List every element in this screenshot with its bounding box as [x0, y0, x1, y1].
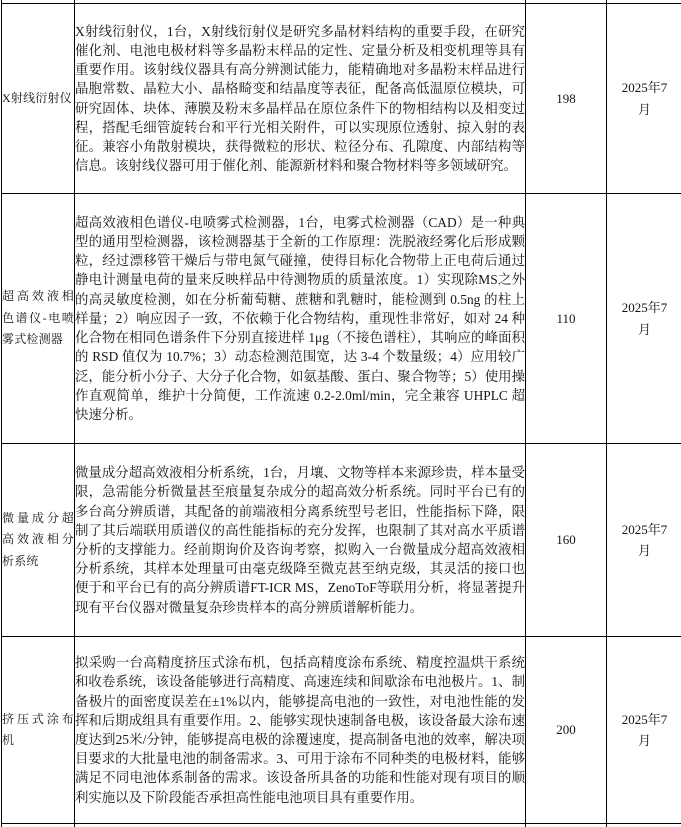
equipment-description-cell: [75, 194, 526, 444]
partial-cell: [526, 824, 607, 827]
partial-cell: [607, 824, 681, 827]
equipment-description-cell: [75, 4, 526, 194]
equipment-procurement-table: [1, 0, 681, 827]
equipment-name-text: 微量成分超高效液相分析系统: [2, 510, 74, 568]
equipment-name-cell: [2, 4, 75, 194]
date-value: 2025年7月: [621, 80, 668, 117]
amount-value: 110: [556, 310, 576, 326]
table-row: [2, 4, 681, 194]
table-row: [2, 637, 681, 824]
equipment-name-text: 超高效液相色谱仪-电喷雾式检测器: [2, 289, 74, 347]
amount-cell: [526, 194, 607, 444]
amount-value: 160: [556, 532, 576, 547]
date-cell: [607, 194, 681, 444]
equipment-name-cell: [2, 194, 75, 444]
amount-cell: [526, 4, 607, 194]
partial-row-bottom: [2, 824, 681, 827]
date-cell: [607, 444, 681, 637]
equipment-name-cell: [2, 637, 75, 824]
date-cell: [607, 4, 681, 194]
table-row: [2, 444, 681, 637]
partial-cell: [2, 824, 75, 827]
amount-cell: [526, 444, 607, 637]
equipment-description-cell: [75, 444, 526, 637]
date-cell: [607, 637, 681, 824]
equipment-name-text: X射线衍射仪: [2, 90, 72, 105]
equipment-description-cell: [75, 637, 526, 824]
date-value: 2025年7月: [621, 521, 668, 558]
equipment-description-text: 微量成分超高效液相分析系统，1台，月壤、文物等样本来源珍贵，样本量受限，急需能分析微量甚至痕量复杂成分的超高效分析系统。同时平台已有的多台高分辨质谱，其配备的前端液相分离系统型号老旧，性能指标下降，限制了其后端联用质谱仪的高性能指标的充分发挥，也限制了其对高水平质谱分析的支撑能力。经前期询价及咨询考察，拟购入一台微量成分超高效液相分析系统，其样本处理量可由毫克级降至微克甚至纳克级，其灵活的接口也便于和平台已有的高分辨质谱FT-ICR MS，ZenoToF等联用分析，将显著提升现有平台仪器对微量复杂珍贵样本的高分辨质谱解析能力。: [75, 465, 525, 615]
partial-cell: [75, 824, 526, 827]
amount-cell: [526, 637, 607, 824]
equipment-description-text: 超高效液相色谱仪-电喷雾式检测器，1台，电雾式检测器（CAD）是一种典型的通用型检测器，该检测器基于全新的工作原理：洗脱液经雾化后形成颗粒，经过漂移管干燥后与带电氮气碰撞，使得目标化合物带上正电荷后通过静电计测量电荷的量来反映样品中待测物质的质量浓度。1）实现除MS之外的高灵敏度检测，如在分析葡萄糖、蔗糖和乳糖时，能检测到 0.5ng 的柱上样量；2）响应因子一致，不依赖于化合物结构，重现性非常好，如对 24 种化合物在相同色谱条件下分别直接进样 1μg（不接色谱柱），其响应的峰面积的 RSD 值仅为 10.7%；3）动态检测范围宽，达 3-4 个数量级；4）应用较广泛，能分析小分子、大分子化合物，如氨基酸、蛋白、聚合物等；5）使用操作直观简单，维护十分简便，工作流速 0.2-2.0ml/min，完全兼容 UHPLC 超快速分析。: [75, 214, 525, 422]
equipment-name-cell: [2, 444, 75, 637]
table-row: [2, 194, 681, 444]
equipment-description-text: 拟采购一台高精度挤压式涂布机，包括高精度涂布系统、精度控温烘干系统和收卷系统，该设备能够进行高精度、高速连续和间歇涂布电池极片。1、制备极片的面密度误差在±1%以内，能够提高电池的一致性，对电池性能的发挥和后期成组具有重要作用。2、能够实现快速制备电极，该设备最大涂布速度达到25米/分钟，能够提高电极的涂覆速度，提高制备电池的效率，解决项目要求的大批量电池的制备需求。3、可用于涂布不同种类的电极材料，能够满足不同电池体系制备的需求。该设备所具备的功能和性能对现有项目的顺利实施以及下阶段能否承担高性能电池项目具有重要作用。: [75, 655, 525, 805]
amount-value: 200: [556, 722, 576, 737]
date-value: 2025年7月: [621, 711, 668, 748]
amount-value: 198: [556, 90, 576, 106]
date-value: 2025年7月: [621, 300, 668, 337]
equipment-name-text: 挤压式涂布机: [2, 711, 74, 747]
equipment-description-text: X射线衍射仪，1台，X射线衍射仪是研究多晶材料结构的重要手段，在研究催化剂、电池电极材料等多晶粉末样品的定性、定量分析及相变机理等具有重要作用。该射线仪器具有高分辨测试能力，能精确地对多晶粉末样品进行晶胞常数、晶粒大小、晶格畸变和结晶度等表征，配备高低温原位模块，可研究固体、块体、薄膜及粉末多晶样品在原位条件下的物相结构以及相变过程，搭配毛细管旋转台和平行光相关附件，可以实现原位透射、掠入射的表征。兼容小角散射模块，获得微粒的形状、粒径分布、孔隙度、内部结构等信息。该射线仪器可用于催化剂、能源新材料和聚合物材料等多领域研究。: [75, 23, 525, 174]
